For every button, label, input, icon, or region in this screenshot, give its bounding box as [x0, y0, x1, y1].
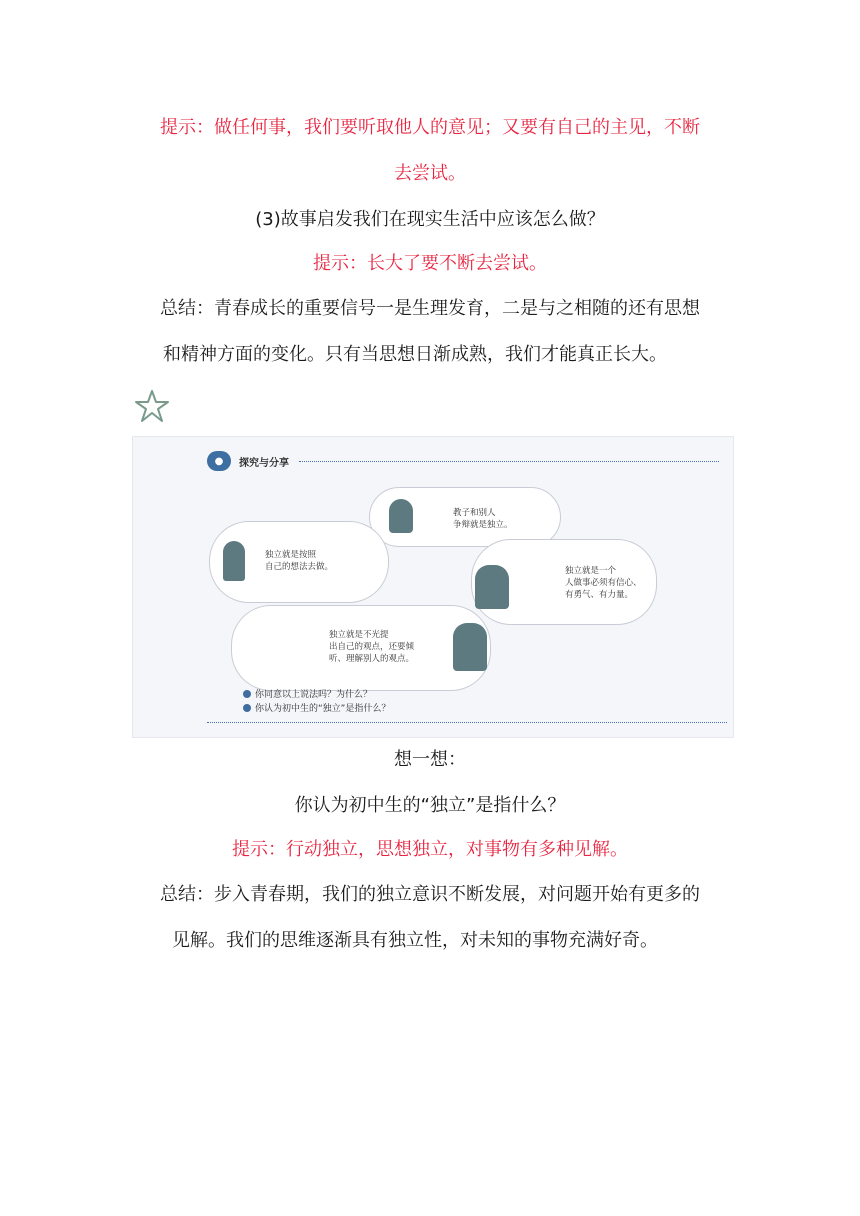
person-silhouette-2 [223, 541, 245, 581]
hint-line-2: 去尝试。 [394, 163, 466, 184]
figure-question-1-text: 你同意以上说法吗？为什么？ [255, 690, 373, 700]
figure-header-title: 探究与分享 [239, 457, 289, 469]
independence-hint: 提示：行动独立，思想独立，对事物有多种见解。 [232, 839, 628, 860]
textbook-figure [132, 436, 734, 738]
figure-header [207, 451, 719, 471]
figure-bottom-divider [207, 722, 727, 723]
bubble-3-text: 独立就是一个 人做事必须有信心、 有勇气、有力量。 [565, 566, 642, 600]
question-3: (3)故事启发我们在现实生活中应该怎么做？ [255, 209, 605, 230]
bubble-2-text: 独立就是按照 自己的想法去做。 [265, 550, 334, 572]
section-logo-icon: ● [207, 451, 231, 471]
summary-2-line-1: 总结：步入青春期，我们的独立意识不断发展，对问题开始有更多的 [160, 884, 700, 905]
hint-3: 提示：长大了要不断去尝试。 [313, 253, 547, 274]
bubble-1-text: 教子和别人 争辩就是独立。 [453, 508, 513, 530]
bullet-icon [243, 704, 251, 712]
bubble-4-text: 独立就是不光提 出自己的观点，还要倾 听、理解别人的观点。 [329, 630, 415, 664]
summary-1-line-1: 总结：青春成长的重要信号一是生理发育，二是与之相随的还有思想 [160, 298, 700, 319]
summary-1-line-2: 和精神方面的变化。只有当思想日渐成熟，我们才能真正长大。 [163, 344, 667, 365]
independence-question: 你认为初中生的“独立”是指什么？ [294, 795, 566, 816]
think-label: 想一想： [394, 749, 466, 770]
person-silhouette-1 [389, 499, 413, 533]
bullet-icon [243, 690, 251, 698]
figure-question-1 [243, 687, 372, 700]
person-silhouette-4 [453, 623, 487, 671]
hint-line-1: 提示：做任何事，我们要听取他人的意见；又要有自己的主见，不断 [160, 117, 700, 138]
header-divider [299, 461, 719, 462]
figure-question-2 [243, 701, 390, 714]
star-outline-icon [132, 388, 172, 424]
summary-2-line-2: 见解。我们的思维逐渐具有独立性，对未知的事物充满好奇。 [172, 930, 658, 951]
person-silhouette-3 [475, 565, 509, 609]
figure-question-2-text: 你认为初中生的“独立”是指什么？ [255, 704, 391, 714]
